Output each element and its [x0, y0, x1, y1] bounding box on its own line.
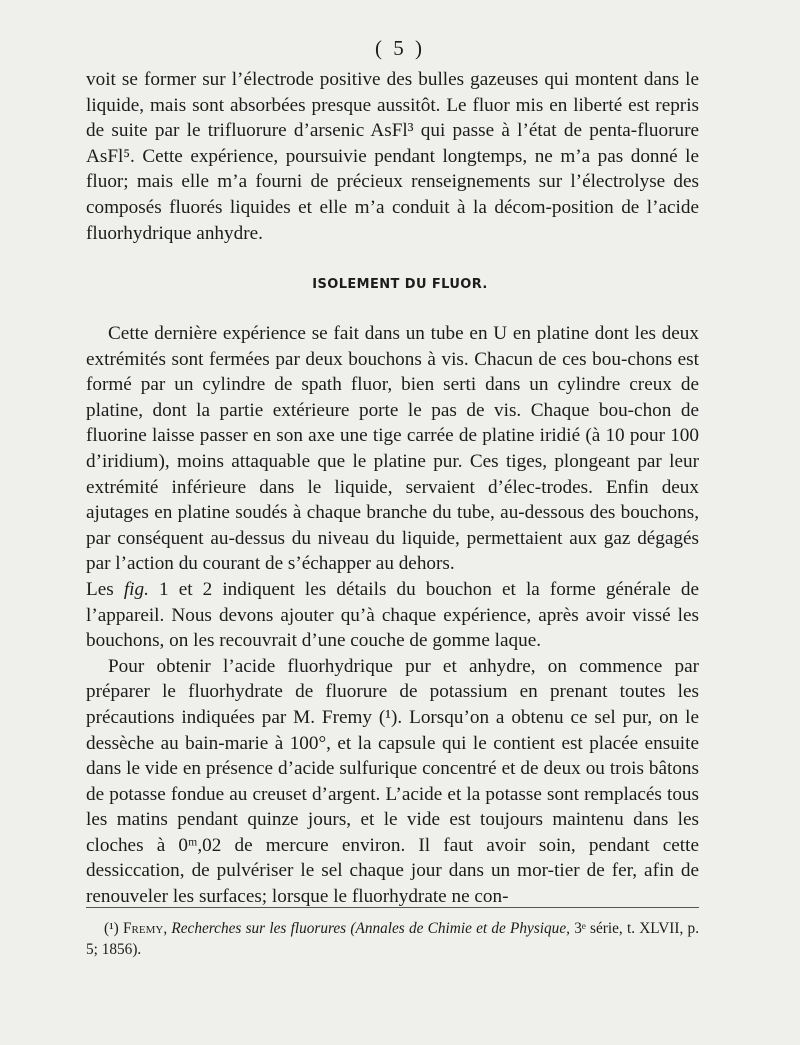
footnote-details: 3ᵉ série, t. XLVII, p. 5; 1856).: [86, 920, 700, 958]
figure-reference: fig.: [123, 578, 149, 600]
main-body: [86, 321, 699, 910]
paragraph-preparation: Pour obtenir l’acide fluorhydrique pur et anhydre, on commence par préparer le fluorhydrate de fluorure de potassium en prenant toutes les précautions indiquées par M. Fremy (¹). Lorsqu’on a obtenu ce sel pur, on le dessèche au bain-marie à 100°, et la capsule qui le contient est placée ensuite dans le vide en présence d’acide sulfurique concentré et de deux ou trois bâtons de potasse fondue au creuset d’argent. L’acide et la potasse sont remplacés tous les matins pendant quinze jours, et le vide est toujours maintenu dans les cloches à 0ᵐ,02 de mercure environ. Il faut avoir soin, pendant cette dessiccation, de pulvériser le sel chaque jour dans un mor-tier de fer, afin de renouveler les surfaces; lorsque le fluorhydrate ne con-: [86, 655, 699, 908]
footnote-journal: (Annales de Chimie et de Physique,: [350, 920, 570, 937]
footnote-title: Recherches sur les fluorures: [171, 920, 347, 937]
paragraph-apparatus: Cette dernière expérience se fait dans un tube en U en platine dont les deux extrémités sont fermées par deux bouchons à vis. Chacun de ces bou-chons est formé par un cylindre de spath fluor, bien serti dans un cylindre creux de platine, dont la partie extérieure porte le pas de vis. Chaque bou-chon de fluorine laisse passer en son axe une tige carrée de platine iridié (à 10 pour 100 d’iridium), moins attaquable que le platine pur. Ces tiges, plongeant par leur extrémité inférieure dans le liquide, servaient d’élec-trodes. Enfin deux ajutages en platine soudés à chaque branche du tube, au-dessous des bouchons, par conséquent au-dessus du niveau du liquide, permettaient aux gaz dégagés par l’action du courant de s’échapper au dehors.: [86, 323, 699, 575]
section-heading: ISOLEMENT DU FLUOR.: [312, 277, 488, 292]
footnote: [86, 918, 699, 960]
paragraph-figures: [86, 577, 699, 654]
footnote-author: Fremy,: [123, 920, 168, 937]
intro-paragraph: voit se former sur l’électrode positive des bulles gazeuses qui montent dans le liquide, mais sont absorbées presque aussitôt. Le fluor mis en liberté est repris de suite par le trifluorure d’arsenic AsFl³ qui passe à l’état de penta-fluorure AsFl⁵. Cette expérience, poursuivie pendant longtemps, ne m’a pas donné le fluor; mais elle m’a fourni de précieux renseignements sur l’électrolyse des composés fluorés liquides et elle m’a conduit à la décom-position de l’acide fluorhydrique anhydre.: [86, 69, 699, 244]
page-number: ( 5 ): [375, 36, 425, 60]
figures-text: 1 et 2 indiquent les détails du bouchon et la forme générale de l’appareil. Nous devons ajouter qu’à chaque expérience, après avoir vissé les bouchons, on les recouvrait d’une couche de gomme laque.: [86, 578, 700, 652]
footnote-marker: (¹): [104, 920, 119, 937]
intro-paragraph-block: [86, 67, 699, 246]
figures-lead: Les: [86, 578, 114, 600]
footnote-divider: [86, 907, 699, 908]
